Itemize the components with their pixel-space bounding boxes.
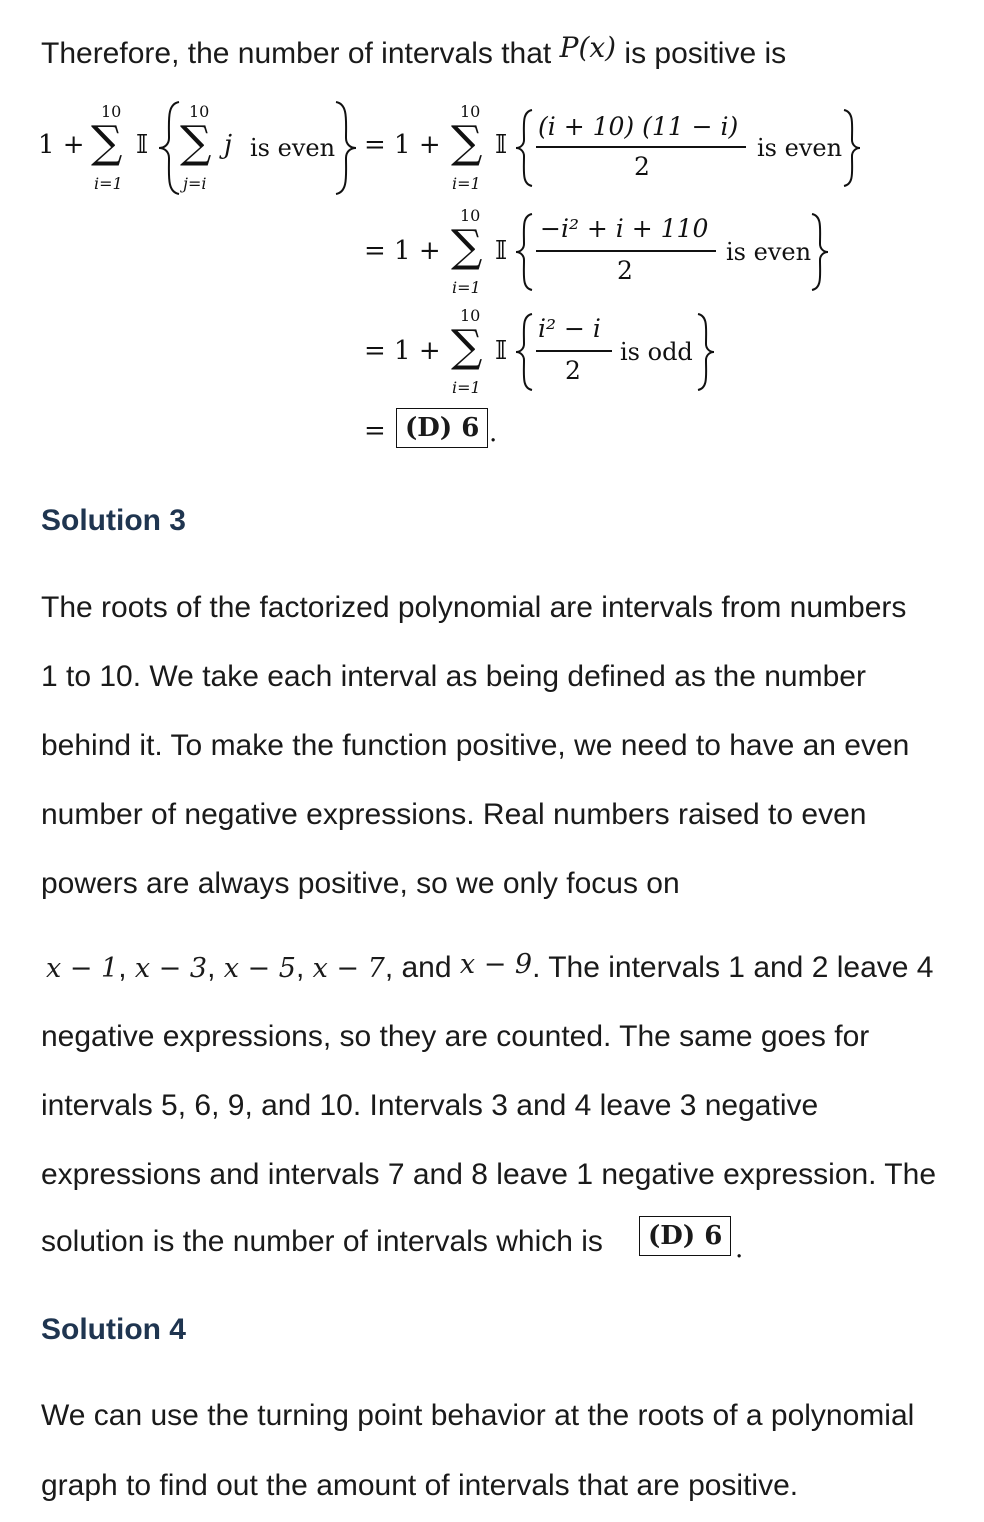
solution-3-line-3: behind it. To make the function positive, we need to have an even	[41, 729, 910, 762]
eq2-equals-one: = 1 +	[364, 236, 441, 266]
solution-4-line-2: graph to find out the amount of intervals that are positive.	[41, 1469, 799, 1502]
eq1-inner-sum-upper: 10	[189, 102, 210, 121]
intro-math-p-of-x: P(x)	[559, 31, 617, 64]
expr-x-minus-1: x − 1	[46, 953, 119, 984]
solution-4-heading: Solution 4	[41, 1313, 186, 1346]
eq1-sum-sign: ∑	[91, 117, 123, 168]
expr-sep-2: ,	[207, 951, 224, 984]
eq1-lhs-condition: is even	[250, 134, 336, 162]
eq2-left-brace	[512, 212, 538, 292]
eq3-fraction-bar	[536, 350, 612, 352]
eq3-sum-lower: i=1	[452, 378, 481, 397]
eq2-numerator: −i² + i + 110	[540, 214, 709, 243]
eq1-rhs-indicator: 𝕀	[495, 130, 508, 160]
expr-sep-3: ,	[295, 951, 313, 984]
eq3-left-brace	[512, 312, 538, 392]
eq2-sum-lower: i=1	[452, 278, 481, 297]
eq1-lhs-right-brace	[330, 100, 360, 196]
solution-3-period: .	[735, 1234, 744, 1264]
intro-sentence	[41, 31, 787, 72]
eq1-equals-one: = 1 +	[364, 130, 441, 160]
eq3-numerator: i² − i	[538, 314, 601, 343]
eq3-condition: is odd	[620, 338, 693, 366]
eq1-rhs-sum-lower: i=1	[452, 174, 481, 193]
eq1-inner-sum-lower: j=i	[183, 174, 207, 193]
math-line-rest: . The intervals 1 and 2 leave 4	[532, 951, 934, 984]
eq1-rhs-sum-sign: ∑	[451, 117, 483, 168]
solution-4-line-1: We can use the turning point behavior at the roots of a polynomial	[41, 1399, 915, 1432]
expr-sep-1: ,	[118, 951, 135, 984]
solution-3-line-7: negative expressions, so they are counted. The same goes for	[41, 1020, 870, 1053]
eq1-rhs-condition: is even	[757, 134, 843, 162]
solution-3-heading: Solution 3	[41, 504, 186, 537]
eq2-condition: is even	[726, 238, 812, 266]
eq1-sum-upper: 10	[101, 102, 122, 121]
intro-text-after: is positive is	[616, 37, 787, 70]
eq2-denominator: 2	[617, 256, 633, 285]
eq1-rhs-right-brace	[838, 108, 864, 188]
eq4-period: .	[489, 418, 498, 448]
eq3-equals-one: = 1 +	[364, 336, 441, 366]
eq3-sum-upper: 10	[460, 306, 481, 325]
eq1-rhs-denominator: 2	[634, 152, 650, 181]
expr-x-minus-9: x − 9	[459, 949, 533, 980]
eq1-rhs-left-brace	[512, 108, 538, 188]
expr-x-minus-3: x − 3	[134, 953, 208, 984]
eq1-rhs-fraction-bar	[536, 146, 746, 148]
eq4-boxed-answer: (D) 6	[396, 408, 488, 448]
eq3-denominator: 2	[565, 356, 581, 385]
eq2-indicator: 𝕀	[495, 236, 508, 266]
eq2-fraction-bar	[536, 250, 716, 252]
eq4-equals: =	[364, 416, 386, 446]
solution-3-math-line	[46, 950, 933, 987]
eq2-sum-sign: ∑	[451, 221, 483, 272]
eq1-rhs-numerator: (i + 10) (11 − i)	[538, 112, 739, 141]
solution-3-line-9: expressions and intervals 7 and 8 leave 1 negative expression. The	[41, 1158, 937, 1191]
eq1-inner-var: j	[224, 130, 233, 160]
solution-3-boxed-answer: (D) 6	[639, 1216, 731, 1256]
intro-text-before: Therefore, the number of intervals that	[41, 37, 560, 70]
eq2-sum-upper: 10	[460, 206, 481, 225]
eq3-sum-sign: ∑	[451, 321, 483, 372]
solution-3-last-line: solution is the number of intervals which is	[41, 1225, 603, 1258]
eq1-lhs-one: 1 +	[38, 130, 85, 160]
eq2-right-brace	[806, 212, 832, 292]
solution-3-line-8: intervals 5, 6, 9, and 10. Intervals 3 and 4 leave 3 negative	[41, 1089, 819, 1122]
eq3-right-brace	[692, 312, 718, 392]
solution-3-line-4: number of negative expressions. Real numbers raised to even	[41, 798, 867, 831]
expr-x-minus-7: x − 7	[312, 953, 385, 984]
solution-3-line-1: The roots of the factorized polynomial are intervals from numbers	[41, 591, 907, 624]
expr-sep-4: , and	[384, 951, 460, 984]
eq1-sum-lower: i=1	[94, 174, 123, 193]
eq1-inner-sum-sign: ∑	[180, 117, 212, 168]
eq1-indicator: 𝕀	[136, 130, 149, 160]
solution-3-line-2: 1 to 10. We take each interval as being defined as the number	[41, 660, 866, 693]
eq1-rhs-sum-upper: 10	[460, 102, 481, 121]
expr-x-minus-5: x − 5	[223, 953, 296, 984]
solution-3-line-5: powers are always positive, so we only focus on	[41, 867, 680, 900]
eq3-indicator: 𝕀	[495, 336, 508, 366]
